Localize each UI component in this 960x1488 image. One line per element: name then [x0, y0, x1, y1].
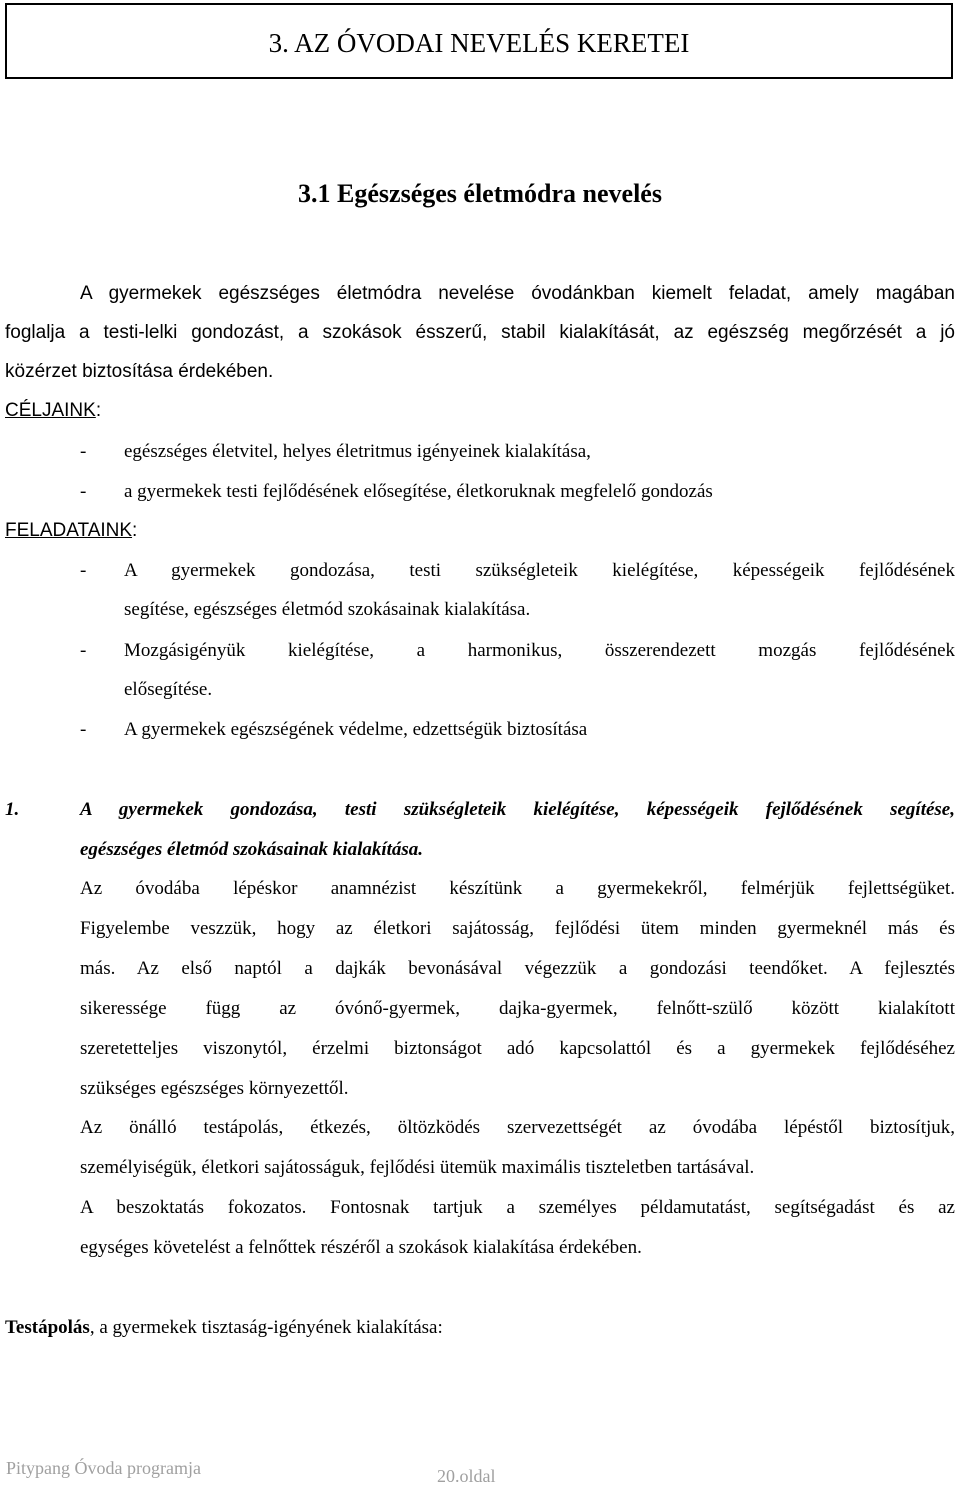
task-item-line: segítése, egészséges életmód szokásainak kialakítása. [124, 599, 531, 620]
task-dash: - [80, 640, 87, 661]
task-item-line: A gyermekek egészségének védelme, edzettségük biztosítása [124, 719, 588, 740]
task-item-line: elősegítése. [124, 679, 213, 700]
footer-program: Pitypang Óvoda programja [6, 1458, 201, 1478]
goal-item: a gyermekek testi fejlődésének elősegítése, életkoruknak megfelelő gondozás [124, 481, 713, 502]
body-line: Az önálló testápolás, étkezés, öltözködés szervezettségét az óvodába lépéstől biztosítjuk, [80, 1117, 955, 1138]
goals-heading [5, 398, 101, 424]
task-dash: - [80, 719, 87, 740]
intro-line-3: közérzet biztosítása érdekében. [5, 361, 274, 382]
body-line: más. Az első naptól a dajkák bevonásával végezzük a gondozási teendőket. A fejlesztés [80, 958, 955, 979]
goals-colon: : [95, 400, 102, 421]
goals-label: CÉLJAINK [5, 400, 96, 421]
body-line: egységes követelést a felnőttek részéről a szokások kialakítása érdekében. [80, 1237, 642, 1258]
goal-dash: - [80, 481, 87, 502]
body-line: szeretetteljes viszonytól, érzelmi biztonságot adó kapcsolattól és a gyermekek fejlődéséhez [80, 1038, 955, 1059]
numbered-heading-line-2: egészséges életmód szokásainak kialakítása. [80, 839, 424, 860]
footer-page-number: 20.oldal [437, 1466, 496, 1486]
tasks-colon: : [132, 520, 138, 541]
chapter-title: 3. AZ ÓVODAI NEVELÉS KERETEI [268, 28, 690, 58]
testapolas-bold: Testápolás [5, 1317, 90, 1338]
body-line: személyiségük, életkori sajátosságuk, fejlődési ütemük maximális tiszteletben tartásával. [80, 1157, 755, 1178]
body-line: sikeressége függ az óvónő-gyermek, dajka-gyermek, felnőtt-szülő között kialakított [80, 998, 955, 1019]
body-line: Az óvodába lépéskor anamnézist készítünk a gyermekekről, felmérjük fejlettségüket. [80, 878, 955, 899]
body-line: Figyelembe veszzük, hogy az életkori sajátosság, fejlődési ütem minden gyermeknél más és [80, 918, 955, 939]
testapolas-line [5, 1315, 443, 1341]
goal-item: egészséges életvitel, helyes életritmus igényeinek kialakítása, [124, 441, 591, 462]
tasks-heading [5, 518, 137, 544]
task-item-line: A gyermekek gondozása, testi szükségleteik kielégítése, képességeik fejlődésének [124, 560, 955, 581]
intro-line-2: foglalja a testi-lelki gondozást, a szokások ésszerű, stabil kialakítását, az egészség megőrzését a jó [5, 322, 955, 343]
task-dash: - [80, 560, 87, 581]
numbered-heading-line-1: A gyermekek gondozása, testi szükségleteik kielégítése, képességeik fejlődésének segítése, [80, 799, 955, 820]
goal-dash: - [80, 441, 87, 462]
task-item-line: Mozgásigényük kielégítése, a harmonikus, összerendezett mozgás fejlődésének [124, 640, 955, 661]
body-line: szükséges egészséges környezettől. [80, 1078, 349, 1099]
tasks-label: FELADATAINK [5, 520, 133, 541]
intro-line-1: A gyermekek egészséges életmódra nevelése óvodánkban kiemelt feladat, amely magában [80, 283, 955, 304]
section-title: 3.1 Egészséges életmódra nevelés [298, 179, 662, 208]
body-line: A beszoktatás fokozatos. Fontosnak tartjuk a személyes példamutatást, segítségadást és az [80, 1197, 955, 1218]
testapolas-rest: , a gyermekek tisztaság-igényének kialakítása: [89, 1317, 443, 1338]
numbered-heading-number: 1. [5, 799, 20, 820]
chapter-title-box [5, 3, 953, 79]
